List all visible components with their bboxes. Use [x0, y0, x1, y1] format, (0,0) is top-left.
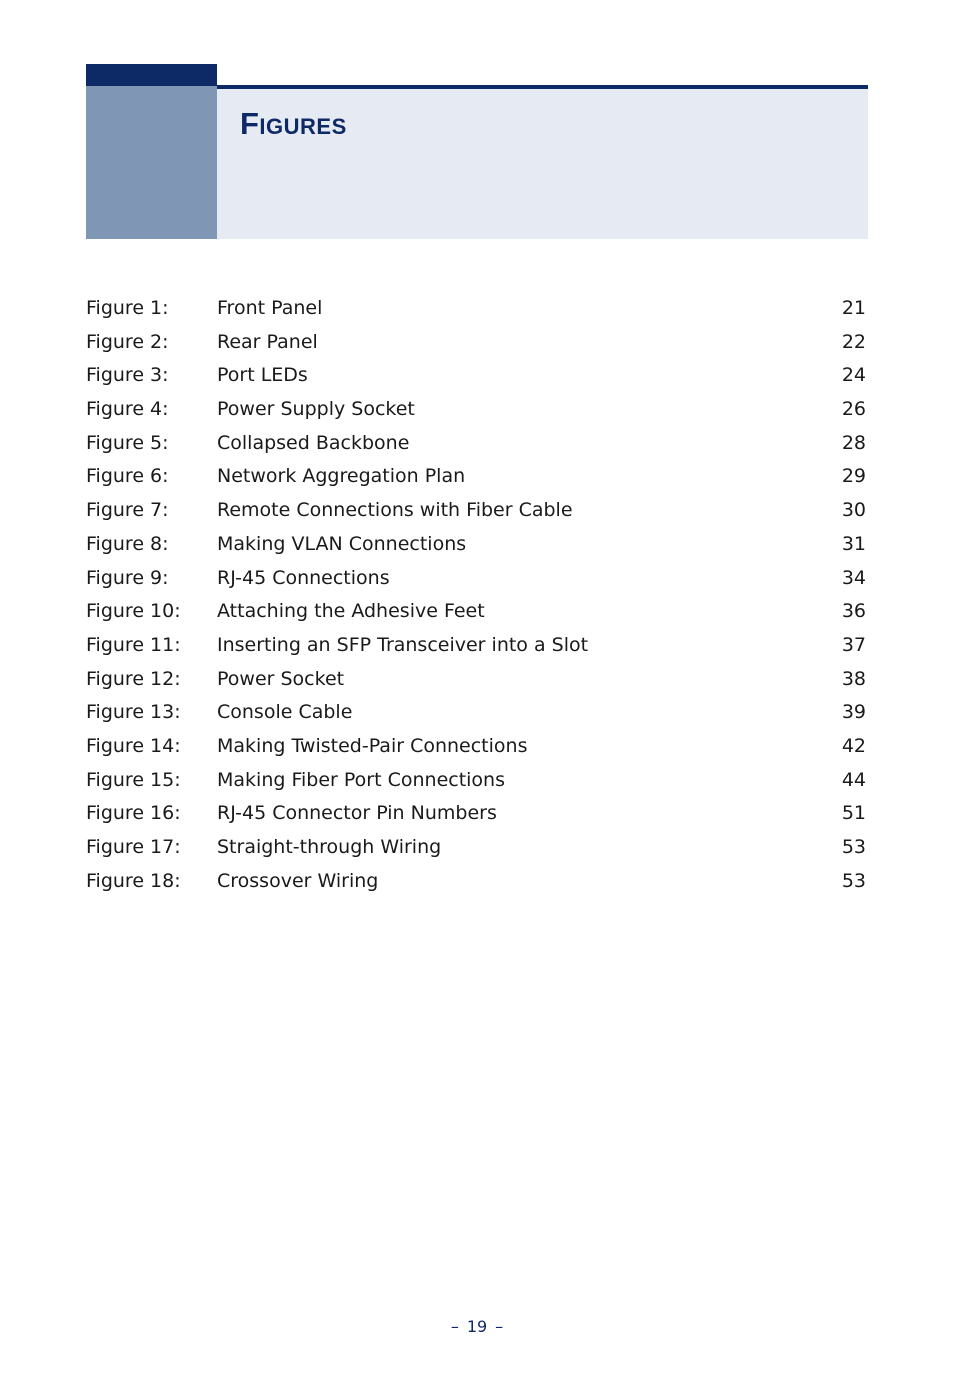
figure-title: RJ-45 Connections: [217, 566, 390, 589]
figure-title: Inserting an SFP Transceiver into a Slot: [217, 633, 589, 656]
figure-page-number: 44: [841, 768, 866, 791]
figure-label: Figure 4:: [86, 398, 169, 421]
figure-title: Port LEDs: [217, 364, 308, 387]
figure-row[interactable]: [86, 595, 868, 629]
figure-label: Figure 16:: [86, 802, 181, 825]
figure-title: Remote Connections with Fiber Cable: [217, 499, 573, 522]
page-footer: [0, 1314, 954, 1340]
figure-title: Straight-through Wiring: [217, 836, 442, 858]
figure-row[interactable]: [86, 528, 868, 562]
figure-row[interactable]: [86, 460, 868, 494]
figure-label: Figure 5:: [86, 431, 169, 454]
figure-title: Console Cable: [217, 701, 353, 724]
figure-title: RJ-45 Connector Pin Numbers: [217, 802, 497, 825]
figure-row[interactable]: [86, 562, 868, 596]
figure-title: Making Fiber Port Connections: [217, 768, 505, 791]
figure-label: Figure 8:: [86, 532, 169, 555]
header-left-cap: [86, 64, 217, 86]
header-rule: [217, 85, 868, 89]
figure-row[interactable]: [86, 865, 868, 899]
footer-dash: –: [495, 1317, 504, 1336]
figure-label: Figure 18:: [86, 869, 181, 892]
figure-label: Figure 1:: [86, 297, 169, 319]
figure-label: Figure 14:: [86, 734, 181, 757]
figure-page-number: 36: [841, 600, 866, 623]
figure-row[interactable]: [86, 494, 868, 528]
figure-row[interactable]: [86, 730, 868, 764]
figure-label: Figure 15:: [86, 768, 181, 791]
page-number: 19: [466, 1317, 488, 1336]
figure-label: Figure 9:: [86, 566, 169, 589]
figure-row[interactable]: [86, 427, 868, 461]
footer-dash: –: [450, 1317, 459, 1336]
figure-row[interactable]: [86, 629, 868, 663]
figure-page-number: 53: [841, 869, 866, 892]
figure-title: Making VLAN Connections: [217, 532, 467, 555]
figure-label: Figure 12:: [86, 667, 181, 690]
figure-page-number: 31: [841, 532, 866, 555]
figure-label: Figure 7:: [86, 499, 169, 522]
figure-title: Crossover Wiring: [217, 869, 379, 892]
figure-page-number: 21: [841, 297, 866, 319]
figure-title: Making Twisted-Pair Connections: [217, 734, 528, 757]
chapter-header: [86, 64, 868, 239]
figure-row[interactable]: [86, 663, 868, 697]
figure-page-number: 34: [841, 566, 866, 589]
figure-list: [86, 292, 868, 898]
figure-label: Figure 17:: [86, 836, 181, 858]
figure-row[interactable]: [86, 393, 868, 427]
figure-title: Rear Panel: [217, 330, 318, 353]
figure-label: Figure 13:: [86, 701, 181, 724]
figure-row[interactable]: [86, 831, 868, 865]
figure-row[interactable]: [86, 764, 868, 798]
figure-row[interactable]: [86, 359, 868, 393]
figure-page-number: 37: [841, 633, 866, 656]
figure-label: Figure 11:: [86, 633, 181, 656]
figure-title: Front Panel: [217, 297, 323, 319]
figure-row[interactable]: [86, 292, 868, 326]
figure-row[interactable]: [86, 797, 868, 831]
figure-page-number: 28: [841, 431, 866, 454]
figure-page-number: 26: [841, 398, 866, 421]
figure-title: Attaching the Adhesive Feet: [217, 600, 485, 623]
figure-row[interactable]: [86, 696, 868, 730]
figure-label: Figure 3:: [86, 364, 169, 387]
figure-page-number: 30: [841, 499, 866, 522]
figure-title: Power Socket: [217, 667, 345, 690]
page-title: Figures: [240, 106, 347, 141]
figure-page-number: 39: [841, 701, 866, 724]
figure-page-number: 42: [841, 734, 866, 757]
figure-row[interactable]: [86, 326, 868, 360]
figure-page-number: 24: [841, 364, 866, 387]
figure-page-number: 38: [841, 667, 866, 690]
figure-title: Network Aggregation Plan: [217, 465, 466, 488]
figure-label: Figure 6:: [86, 465, 169, 488]
figure-page-number: 51: [841, 802, 866, 825]
header-left-panel: [86, 64, 217, 239]
figure-page-number: 53: [841, 836, 866, 858]
figure-label: Figure 2:: [86, 330, 169, 353]
figure-label: Figure 10:: [86, 600, 181, 623]
figure-page-number: 22: [841, 330, 866, 353]
figure-page-number: 29: [841, 465, 866, 488]
figure-title: Collapsed Backbone: [217, 431, 410, 454]
figure-title: Power Supply Socket: [217, 398, 415, 421]
